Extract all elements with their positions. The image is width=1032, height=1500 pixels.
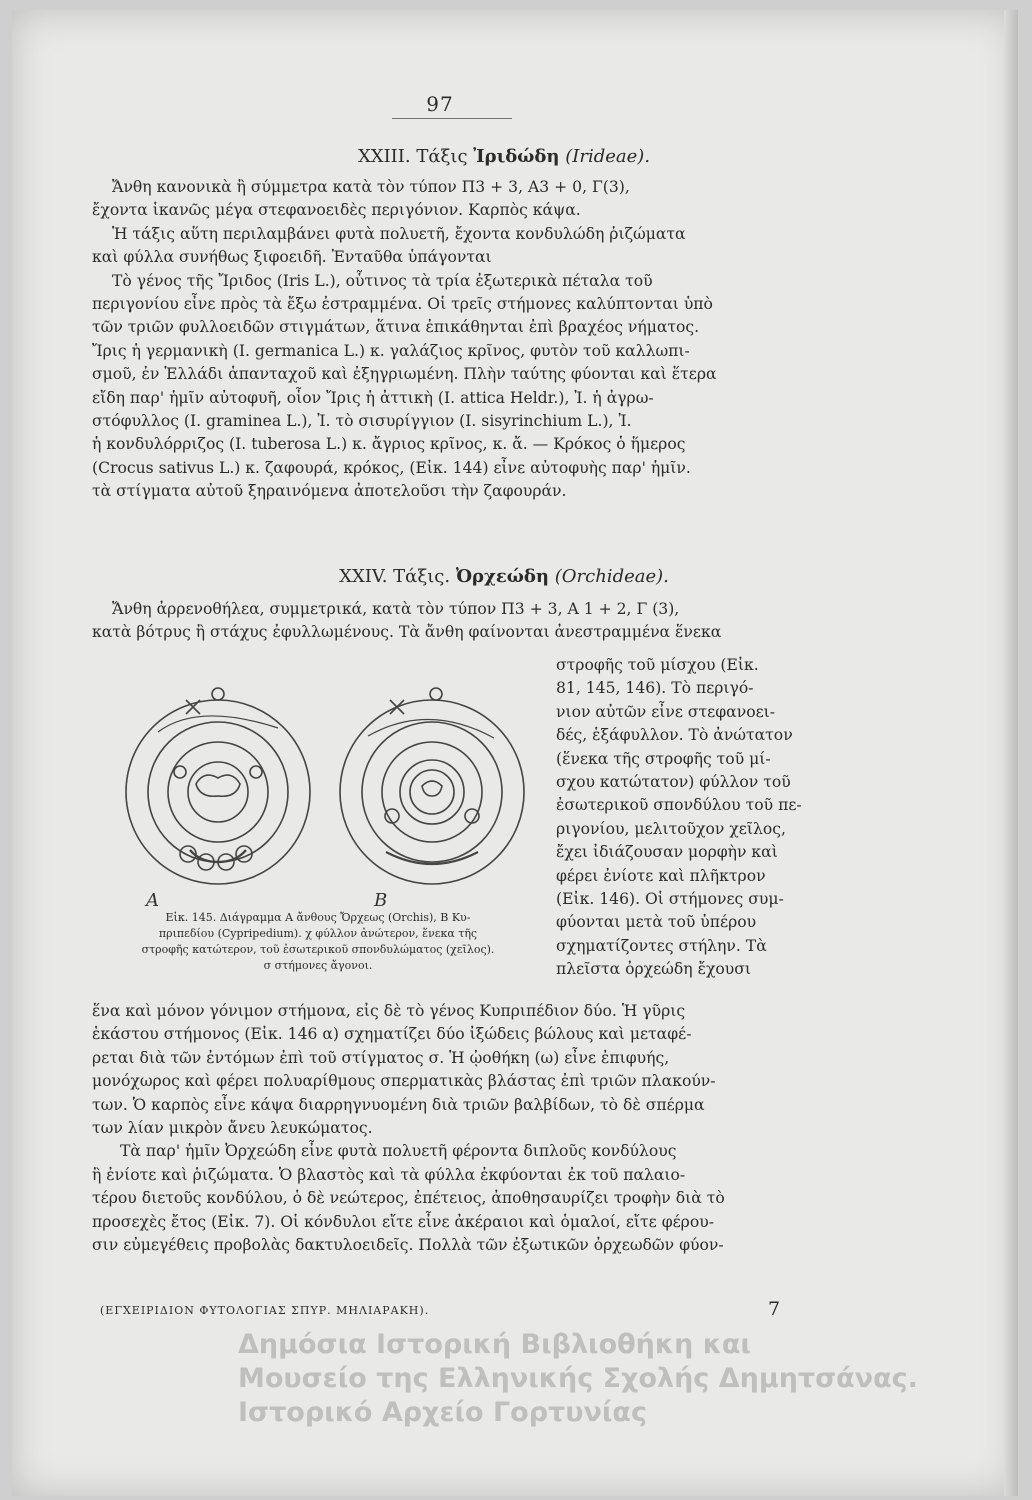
caption-line: σ στήμονες ἄγονοι.	[263, 959, 373, 972]
watermark-line: Ιστορικό Αρχείο Γορτυνίας	[238, 1397, 647, 1428]
diagram-b-label: B	[374, 890, 388, 911]
watermark-line: Μουσείο της Ελληνικής Σχολής Δημητσάνας.	[238, 1363, 918, 1394]
page-number: 97	[426, 92, 454, 116]
figure-caption	[88, 910, 548, 974]
section-23-heading	[0, 146, 1020, 167]
caption-line: Εἰκ. 145. Διάγραμμα Α ἄνθους Ὄρχεως (Orchis), B Κυ-	[165, 911, 471, 924]
section-24-intro	[92, 598, 820, 645]
text-line: (Crocus sativus L.) κ. ζαφουρά, κρόκος, (Εἰκ. 144) εἶνε αὐτοφυὴς παρ' ἡμῖν.	[92, 458, 691, 477]
text-line: σχηματίζοντες στήλην. Τὰ	[556, 936, 767, 955]
text-line: Ἄνθη ἀρρενοθήλεα, συμμετρικά, κατὰ τὸν τύπον Π3 + 3, Α 1 + 2, Γ (3),	[112, 600, 680, 618]
text-line: των λίαν μικρὸν ἄνευ λευκώματος.	[92, 1119, 373, 1138]
text-line: τὰ στίγματα αὐτοῦ ξηραινόμενα ἀποτελοῦσι τὴν ζαφουράν.	[92, 482, 567, 501]
text-line: στόφυλλος (I. graminea L.), Ἰ. τὸ σισυρίγγιον (I. sisyrinchium L.), Ἰ.	[92, 412, 632, 431]
text-line: σμοῦ, ἐν Ἑλλάδι ἁπανταχοῦ καὶ ἐξηγριωμένη. Πλὴν ταύτης φύονται καὶ ἕτερα	[92, 365, 717, 384]
text-line: ἡ κονδυλόρριζος (I. tuberosa L.) κ. ἄγριος κρῖνος, κ. ἄ. — Κρόκος ὁ ἥμερος	[92, 435, 686, 454]
text-line: (ἕνεκα τῆς στροφῆς τοῦ μί-	[556, 749, 771, 768]
section-24-heading-latin: (Orchideae).	[549, 566, 669, 587]
section-24-heading	[0, 566, 1020, 587]
text-line: πλεῖστα ὀρχεώδη ἔχουσι	[556, 960, 752, 979]
text-line: ρεται διὰ τῶν ἐντόμων ἐπὶ τοῦ στίγματος σ. Ἡ ᾠοθήκη (ω) εἶνε ἐπιφυής,	[92, 1048, 670, 1067]
text-line: ἔχει ἰδιάζουσαν μορφὴν καὶ	[556, 843, 778, 862]
library-watermark	[238, 1328, 1018, 1430]
section-23-heading-plain: XXIII. Τάξις	[357, 146, 474, 167]
text-line: 81, 145, 146). Τὸ περιγό-	[556, 679, 754, 698]
text-line: δές, ἑξάφυλλον. Τὸ ἀνώτατον	[556, 726, 793, 745]
section-24-heading-bold: Ὀρχεώδη	[455, 566, 550, 587]
text-line: σιν εὐμεγέθεις προβολὰς δακτυλοειδεῖς. Πολλὰ τῶν ἐξωτικῶν ὀρχεωδῶν φύον-	[92, 1236, 724, 1255]
text-line: προσεχὲς ἔτος (Εἰκ. 7). Οἱ κόνδυλοι εἴτε εἶνε ἀκέραιοι καὶ ὁμαλοί, εἴτε φέρου-	[92, 1212, 714, 1231]
section-23-body	[92, 176, 820, 504]
watermark-line: Δημόσια Ιστορική Βιβλιοθήκη και	[238, 1329, 751, 1360]
text-line: των. Ὁ καρπὸς εἶνε κάψα διαρρηγνυομένη διὰ τριῶν βαλβίδων, τὸ δὲ σπέρμα	[92, 1095, 705, 1114]
text-line: στροφῆς τοῦ μίσχου (Εἰκ.	[556, 656, 759, 674]
text-line: περιγονίου εἶνε πρὸς τὰ ἔξω ἐστραμμένα. Οἱ τρεῖς στήμονες καλύπτονται ὑπὸ	[92, 295, 713, 314]
text-line: κατὰ βότρυς ἢ στάχυς ἐφυλλωμένους. Τὰ ἄνθη φαίνονται ἀνεστραμμένα ἕνεκα	[92, 623, 722, 642]
diagram-a-label: A	[146, 890, 159, 911]
text-line: τῶν τριῶν φυλλοειδῶν στιγμάτων, ἅτινα ἐπικάθηνται ἐπὶ βραχέος νήματος.	[92, 318, 700, 337]
section-24-column	[556, 654, 820, 982]
text-line: ἐσωτερικοῦ σπονδύλου τοῦ πε-	[556, 796, 802, 815]
text-line: τέρου διετοῦς κονδύλου, ὁ δὲ νεώτερος, ἐπέτειος, ἀποθησαυρίζει τροφὴν διὰ τὸ	[92, 1189, 725, 1208]
text-line: Τὸ γένος τῆς Ἴριδος (Iris L.), οὗτινος τὰ τρία ἐξωτερικὰ πέταλα τοῦ	[112, 271, 653, 290]
section-23-heading-latin: (Irideae).	[559, 146, 651, 167]
text-line: εἴδη παρ' ἡμῖν αὐτοφυῆ, οἷον Ἴρις ἡ ἀττικὴ (I. attica Heldr.), Ἰ. ἡ ἀγρω-	[92, 388, 654, 407]
text-line: Ἴρις ἡ γερμανικὴ (I. germanica L.) κ. γαλάζιος κρῖνος, φυτὸν τοῦ καλλωπι-	[92, 341, 690, 360]
text-line: ἑκάστου στήμονος (Εἰκ. 146 α) σχηματίζει δύο ἰξώδεις βώλους καὶ μεταφέ-	[92, 1025, 692, 1044]
text-line: Ἄνθη κανονικὰ ἢ σύμμετρα κατὰ τὸν τύπον Π3 + 3, Α3 + 0, Γ(3),	[112, 178, 630, 196]
page-number-rule	[392, 118, 512, 119]
section-23-heading-bold: Ἰριδώδη	[473, 146, 560, 167]
text-line: μονόχωρος καὶ φέρει πολυαρίθμους σπερματικὰς βλάστας ἐπὶ τριῶν πλακούν-	[92, 1072, 716, 1091]
signature-mark: 7	[768, 1298, 781, 1320]
text-line: (Εἰκ. 146). Οἱ στήμονες συμ-	[556, 890, 784, 909]
text-line: ἕνα καὶ μόνον γόνιμον στήμονα, εἰς δὲ τὸ γένος Κυπριπέδιον δύο. Ἡ γῦρις	[92, 1002, 686, 1020]
text-line: Τὰ παρ' ἡμῖν Ὀρχεώδη εἶνε φυτὰ πολυετῆ φέροντα διπλοῦς κονδύλους	[120, 1142, 677, 1161]
text-line: σχου κατώτατον) φύλλον τοῦ	[556, 773, 791, 792]
text-line: ἔχοντα ἱκανῶς μέγα στεφανοειδὲς περιγόνιον. Καρπὸς κάψα.	[92, 201, 581, 220]
text-line: νιον αὐτῶν εἶνε στεφανοει-	[556, 702, 776, 721]
diagram-b	[340, 688, 524, 884]
floral-diagrams-svg	[88, 672, 548, 912]
section-24-heading-plain: XXIV. Τάξις.	[339, 566, 456, 587]
text-line: φέρει ἐνίοτε καὶ πλῆκτρον	[556, 866, 766, 885]
book-footer: (ΕΓΧΕΙΡΙΔΙΟΝ ΦΥΤΟΛΟΓΙΑΣ ΣΠΥΡ. ΜΗΛΙΑΡΑΚΗ).	[100, 1304, 430, 1317]
page-edge	[1004, 10, 1018, 1496]
text-line: ἢ ἐνίοτε καὶ ῥιζώματα. Ὁ βλαστὸς καὶ τὰ φύλλα ἐκφύονται ἐκ τοῦ παλαιο-	[92, 1165, 686, 1184]
caption-line: στροφῆς κατώτερον, τοῦ ἐσωτερικοῦ σπονδυλώματος (χεῖλος).	[141, 943, 495, 956]
diagram-a	[126, 688, 310, 884]
section-24-body	[92, 1000, 820, 1257]
text-line: καὶ φύλλα συνήθως ξιφοειδῆ. Ἐνταῦθα ὑπάγονται	[92, 248, 492, 267]
text-line: Ἡ τάξις αὕτη περιλαμβάνει φυτὰ πολυετῆ, ἔχοντα κονδυλώδη ῥιζώματα	[112, 224, 686, 243]
text-line: φύονται μετὰ τοῦ ὑπέρου	[556, 913, 757, 932]
text-line: ριγονίου, μελιτοῦχον χεῖλος,	[556, 819, 786, 838]
caption-line: πριπεδίου (Cypripedium). χ φύλλον ἀνώτερον, ἕνεκα τῆς	[158, 927, 478, 940]
